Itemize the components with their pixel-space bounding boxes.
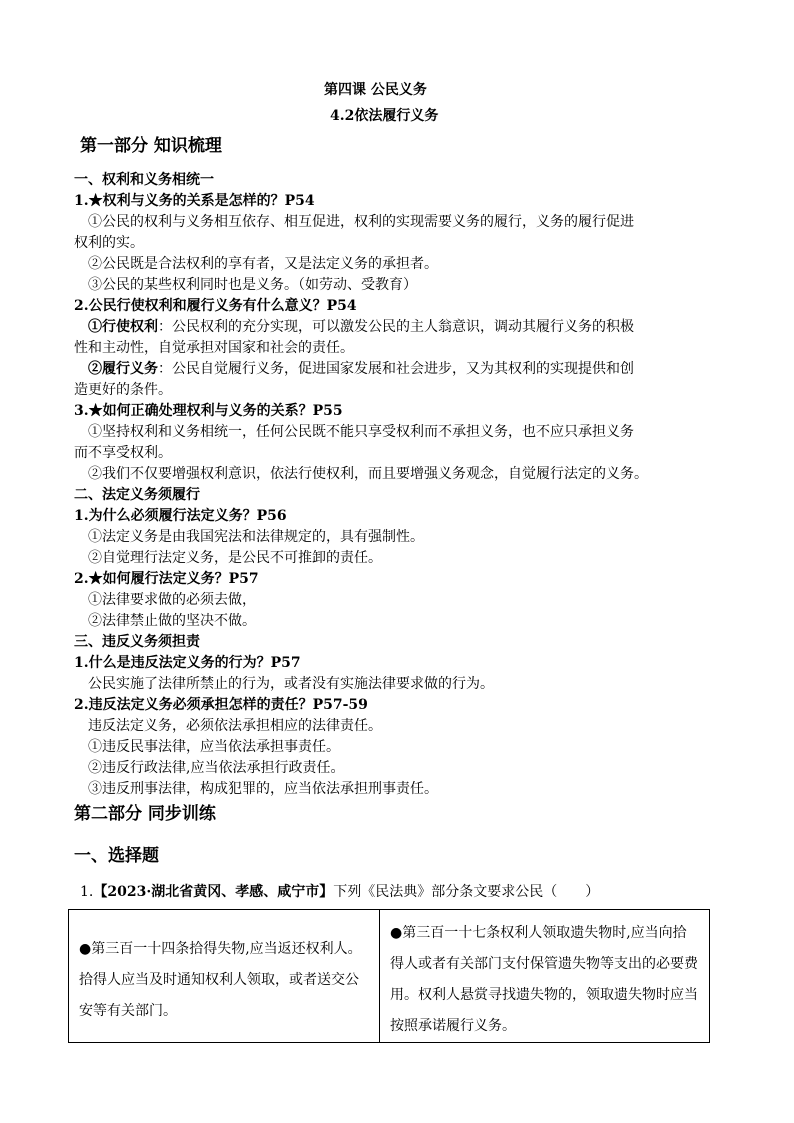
answer-line: 造更好的条件。 (74, 382, 172, 398)
question-heading: 1.什么是违反法定义务的行为？P57 (74, 655, 301, 671)
answer-line: ②我们不仅要增强权利意识，依法行使权利，而且要增强义务观念，自觉履行法定的义务。 (88, 466, 648, 482)
answer-line: 权利的实。 (74, 235, 144, 251)
answer-line: ①法律要求做的必须去做， (88, 592, 256, 608)
part2-title: 第二部分 同步训练 (74, 804, 216, 824)
answer-line: ①违反民事法律，应当依法承担事责任。 (88, 739, 340, 755)
answer-line (88, 317, 634, 337)
section-heading: 二、法定义务须履行 (74, 487, 200, 503)
table-cell-right: ●第三百一十七条权利人领取遗失物时,应当向拾得人或者有关部门支付保管遗失物等支出的必要费用。权利人悬赏寻找遗失物的，领取遗失物时应当按照承诺履行义务。 (390, 925, 698, 1034)
question-heading: 1.★权利与义务的关系是怎样的？P54 (74, 193, 315, 209)
question-heading: 2.★如何履行法定义务？P57 (74, 571, 259, 587)
answer-line: ②自觉理行法定义务，是公民不可推卸的责任。 (88, 550, 382, 566)
question-line (80, 882, 599, 902)
answer-line: ②法律禁止做的坚决不做。 (88, 613, 256, 629)
section-heading: 一、权利和义务相统一 (74, 172, 214, 188)
choice-section-title: 一、选择题 (74, 846, 159, 866)
lesson-title: 第四课 公民义务 (324, 82, 427, 98)
question-stem: 下列《民法典》部分条文要求公民（ ） (333, 884, 600, 900)
answer-line: ②公民既是合法权利的享有者，又是法定义务的承担者。 (88, 256, 438, 272)
answer-line: 性和主动性，自觉承担对国家和社会的责任。 (74, 340, 354, 356)
answer-line: ③违反刑事法律，构成犯罪的，应当依法承担刑事责任。 (88, 781, 438, 797)
question-number: 1. (80, 884, 94, 900)
question-heading: 1.为什么必须履行法定义务？P56 (74, 508, 287, 524)
answer-line: 违反法定义务，必须依法承担相应的法律责任。 (88, 718, 382, 734)
question-source: 【2023·湖北省黄冈、孝感、咸宁市】 (93, 884, 334, 900)
part1-title: 第一部分 知识梳理 (80, 136, 222, 156)
answer-line: ③公民的某些权利同时也是义务。（如劳动、受教育） (88, 277, 417, 293)
answer-line (88, 359, 634, 379)
answer-text: ：公民自觉履行义务，促进国家发展和社会进步，又为其权利的实现提供和创 (158, 361, 634, 377)
table-cell-left: ●第三百一十四条拾得失物,应当返还权利人。拾得人应当及时通知权利人领取，或者送交公安等有关部门。 (69, 910, 380, 1042)
answer-line: ①法定义务是由我国宪法和法律规定的，具有强制性。 (88, 529, 424, 545)
section-title: 4.2依法履行义务 (330, 108, 439, 124)
question-heading: 2.公民行使权利和履行义务有什么意义？P54 (74, 298, 357, 314)
answer-line: 公民实施了法律所禁止的行为，或者没有实施法律要求做的行为。 (88, 676, 494, 692)
answer-label: ②履行义务 (88, 361, 158, 377)
answer-line: ①坚持权利和义务相统一，任何公民既不能只享受权利而不承担义务，也不应只承担义务 (88, 424, 634, 440)
answer-line: ①公民的权利与义务相互依存、相互促进，权利的实现需要义务的履行，义务的履行促进 (88, 214, 634, 230)
answer-line: 而不享受权利。 (74, 445, 172, 461)
article-table (68, 909, 710, 1043)
section-heading: 三、违反义务须担责 (74, 634, 200, 650)
question-heading: 2.违反法定义务必须承担怎样的责任？P57-59 (74, 697, 368, 713)
answer-text: ：公民权利的充分实现，可以激发公民的主人翁意识，调动其履行义务的积极 (158, 319, 634, 335)
answer-line: ②违反行政法律,应当依法承担行政责任。 (88, 760, 345, 776)
question-heading: 3.★如何正确处理权利与义务的关系？P55 (74, 403, 343, 419)
answer-label: ①行使权利 (88, 319, 158, 335)
